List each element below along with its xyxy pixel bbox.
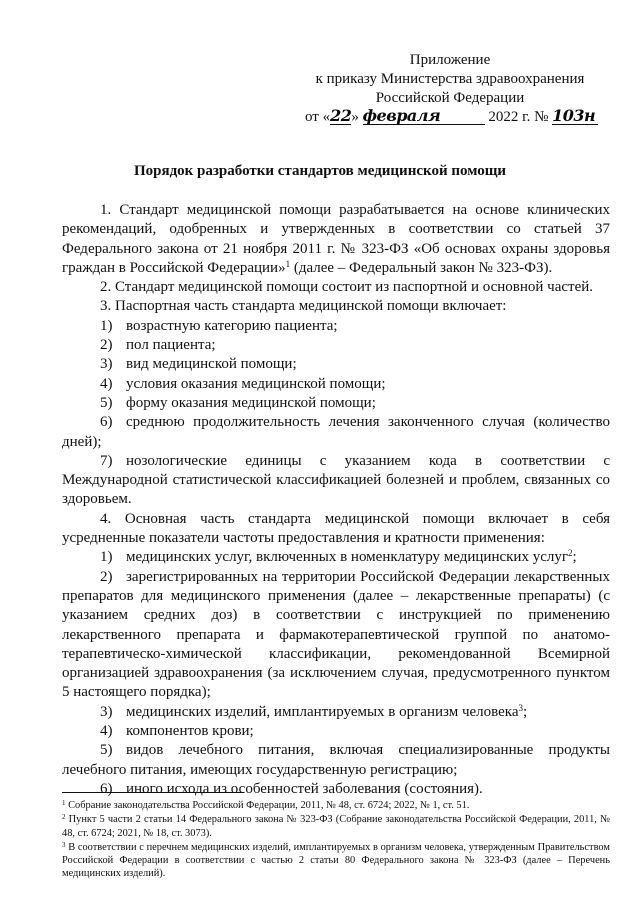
list-item	[62, 568, 610, 703]
footnote-ref-1: 1	[285, 258, 291, 269]
list-item	[62, 413, 610, 452]
handwritten-month: февраля	[362, 106, 441, 125]
list-item-text: условия оказания медицинской помощи;	[126, 375, 386, 392]
list-item-text: иного исхода из особенностей заболевания (состояния).	[126, 780, 483, 797]
list-item-number: 6)	[100, 414, 113, 431]
main-part-list	[62, 548, 610, 799]
footnote-separator	[62, 792, 244, 793]
order-year: 2022 г. №	[488, 109, 549, 125]
handwritten-order-number: 103н	[552, 106, 596, 125]
list-item-number: 1)	[100, 317, 113, 334]
paragraph-3: 3. Паспортная часть стандарта медицинской помощи включает:	[100, 298, 507, 315]
list-item-text: компонентов крови;	[126, 723, 254, 740]
list-item-number: 5)	[100, 742, 113, 759]
list-item: 1) медицинских услуг, включенных в номенклатуру медицинских услуг$^2$;	[62, 548, 610, 567]
footnote-ref: 2	[568, 548, 573, 559]
list-item	[62, 741, 610, 780]
footnote-text: Собрание законодательства Российской Федерации, 2011, № 48, ст. 6724; 2022, № 1, ст. 51.	[65, 800, 470, 811]
footnote-ref: 3	[518, 702, 524, 713]
footnote	[62, 841, 610, 881]
list-item-number: 7)	[100, 452, 113, 469]
list-item	[62, 355, 610, 374]
paragraph-1: 1. Стандарт медицинской помощи разрабатывается на основе клинических рекомендаций, одобренных и утвержденных в соответствии со статьей 37 Федерального закона от 21 ноября 2011 г. № 323-ФЗ «Об основах охраны здоровья граждан в Российской Федерации»$^1$ (далее – Федеральный закон № 323-ФЗ).	[62, 202, 610, 276]
paragraph-4: 4. Основная часть стандарта медицинской помощи включает в себя усредненные показатели частоты предоставления и кратности применения:	[62, 510, 610, 547]
footnote-text: В соответствии с перечнем медицинских изделий, имплантируемых в организм человека, утвержденным Правительством Российской Федерации в соответствии с частью 2 статьи 80 Федерального закона № 323-ФЗ (далее – Перечень медицинских изделий).	[62, 841, 610, 880]
handwritten-day: 22	[330, 106, 352, 125]
footnote	[62, 813, 610, 840]
list-item-number: 3)	[100, 356, 113, 373]
passport-part-list	[62, 317, 610, 510]
list-item-number: 2)	[100, 337, 113, 354]
date-prefix: от «	[305, 109, 331, 125]
list-item	[62, 452, 610, 510]
list-item	[62, 394, 610, 413]
order-reference: к приказу Министерства здравоохранения	[315, 71, 585, 87]
footnote-number: 2	[62, 813, 66, 822]
list-item-text: форму оказания медицинской помощи;	[126, 394, 376, 411]
list-item-number: 5)	[100, 394, 113, 411]
list-item-text: нозологические единицы с указанием кода в соответствии с Международной статистической классификацией болезней и проблем, связанных со здоровьем.	[62, 452, 610, 508]
list-item	[62, 317, 610, 336]
list-item	[62, 780, 610, 799]
list-item-number: 4)	[100, 723, 113, 740]
ministry-country: Российской Федерации	[375, 90, 525, 106]
list-item-number: 4)	[100, 375, 113, 392]
footnote-number: 3	[62, 840, 66, 849]
footnote-text: Пункт 5 части 2 статьи 14 Федерального закона № 323-ФЗ (Собрание законодательства Российской Федерации, 2011, № 48, ст. 6724; 2021, № 18, ст. 3073).	[62, 814, 610, 839]
list-item-text: видов лечебного питания, включая специализированные продукты лечебного питания, имеющих государственную регистрацию;	[62, 742, 610, 778]
paragraph-2: 2. Стандарт медицинской помощи состоит из паспортной и основной частей.	[100, 279, 594, 296]
appendix-label: Приложение	[409, 52, 491, 68]
list-item-text: вид медицинской помощи;	[126, 356, 297, 373]
list-item-number: 1)	[100, 549, 113, 566]
list-item	[62, 722, 610, 741]
list-item-text: медицинских изделий, имплантируемых в организм человека	[126, 703, 519, 720]
list-item-text: среднюю продолжительность лечения законченного случая (количество дней);	[62, 414, 610, 450]
footnotes	[62, 799, 610, 882]
list-item-number: 2)	[100, 568, 113, 585]
list-item-text: зарегистрированных на территории Российской Федерации лекарственных препаратов для медицинского применения (далее – лекарственные препараты) (с указанием средних доз) в соответствии с инструкцией по применению лекарственного препарата и фармакотерапевтической группой по анатомо-терапевтическо-химической классификации, рекомендованной Всемирной организацией здравоохранения (за исключением случая, предусмотренного пунктом 5 настоящего порядка);	[62, 568, 610, 701]
appendix-header	[300, 51, 600, 127]
list-item	[62, 375, 610, 394]
document-body	[62, 201, 610, 799]
list-item: 3) медицинских изделий, имплантируемых в организм человека$^3$;	[62, 703, 610, 722]
document-title: Порядок разработки стандартов медицинской помощи	[133, 163, 507, 179]
list-item-number: 3)	[100, 703, 113, 720]
footnote-number: 1	[62, 799, 66, 807]
list-item-text: пол пациента;	[126, 337, 216, 354]
date-close-quote: »	[351, 109, 359, 125]
list-item	[62, 336, 610, 355]
order-date-line	[300, 108, 600, 127]
list-item-text: возрастную категорию пациента;	[126, 317, 338, 334]
footnote	[62, 799, 610, 812]
list-item-number: 6)	[100, 780, 113, 797]
list-item-text: медицинских услуг, включенных в номенклатуру медицинских услуг	[126, 549, 569, 566]
